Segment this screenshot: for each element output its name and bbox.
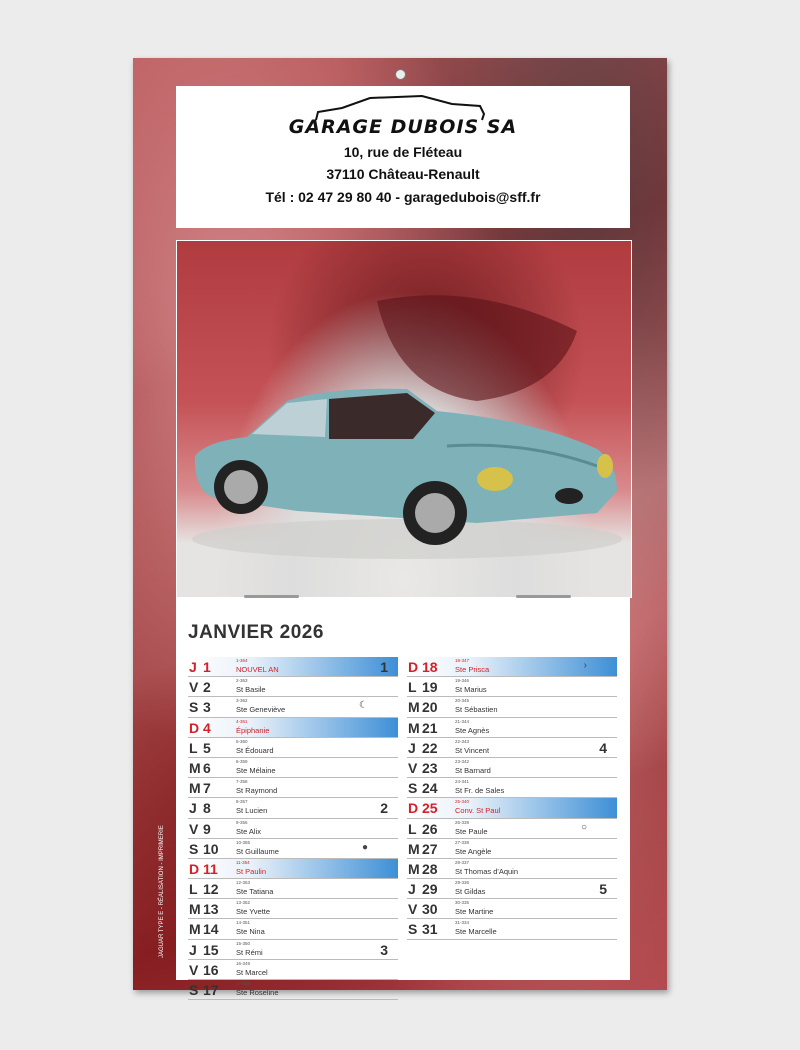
day-row xyxy=(188,798,398,818)
day-row xyxy=(188,819,398,839)
moon-phase-icon: › xyxy=(583,660,587,671)
days-column-right xyxy=(407,657,617,940)
week-number: 4 xyxy=(599,739,607,756)
saint-name: Ste Roseline xyxy=(236,988,279,997)
day-letter: V xyxy=(408,901,418,918)
day-number: 6 xyxy=(203,759,211,776)
hanging-hole xyxy=(395,69,406,80)
day-of-year: 31-334 xyxy=(455,920,470,926)
car-photo xyxy=(176,240,632,598)
day-letter: D xyxy=(408,659,419,675)
day-letter: M xyxy=(408,699,420,716)
saint-name: St Paulin xyxy=(236,866,267,876)
month-page xyxy=(176,598,630,998)
day-number: 9 xyxy=(203,820,211,837)
day-row xyxy=(407,697,617,717)
day-row xyxy=(407,879,617,899)
day-number: 25 xyxy=(422,800,438,817)
day-number: 17 xyxy=(203,982,219,998)
day-letter: S xyxy=(189,840,199,857)
day-of-year: 30-335 xyxy=(455,900,470,906)
day-number: 20 xyxy=(422,699,438,716)
saint-name: Ste Marcelle xyxy=(455,927,497,937)
day-letter: J xyxy=(408,739,416,756)
day-number: 8 xyxy=(203,800,211,817)
day-row xyxy=(407,919,617,939)
saint-name: St Thomas d'Aquin xyxy=(455,866,518,876)
day-number: 7 xyxy=(203,780,211,797)
day-of-year: 14-351 xyxy=(236,920,251,926)
day-row xyxy=(407,859,617,879)
day-of-year: 10-355 xyxy=(236,839,251,845)
day-of-year: 17-348 xyxy=(236,981,251,986)
saint-name: Ste Mélaine xyxy=(236,765,276,775)
day-of-year: 4-361 xyxy=(236,718,248,724)
saint-name: Ste Prisca xyxy=(455,665,490,674)
day-row xyxy=(407,798,617,818)
day-number: 4 xyxy=(203,719,211,736)
wall-calendar xyxy=(133,58,667,998)
day-letter: L xyxy=(408,679,417,696)
day-letter: M xyxy=(189,780,201,797)
saint-name: St Vincent xyxy=(455,745,490,755)
moon-phase-icon: ● xyxy=(361,841,368,853)
day-of-year: 8-357 xyxy=(236,799,248,805)
saint-name: St Rémi xyxy=(236,947,263,957)
day-letter: J xyxy=(189,659,197,675)
day-letter: D xyxy=(408,800,419,817)
day-of-year: 16-349 xyxy=(236,960,251,966)
day-letter: V xyxy=(408,759,418,776)
day-letter: V xyxy=(189,679,199,696)
day-letter: S xyxy=(408,921,418,938)
day-letter: L xyxy=(189,739,198,756)
week-number: 3 xyxy=(380,941,388,958)
day-row xyxy=(407,839,617,859)
day-number: 23 xyxy=(422,759,438,776)
month-title: JANVIER 2026 xyxy=(188,622,324,643)
saint-name: St Lucien xyxy=(236,806,268,816)
moon-phase-icon: ○ xyxy=(580,821,587,833)
saint-name: Conv. St Paul xyxy=(455,806,501,816)
day-number: 16 xyxy=(203,961,219,978)
day-number: 13 xyxy=(203,901,219,918)
garage-city: 37110 Château-Renault xyxy=(326,166,480,182)
day-number: 3 xyxy=(203,699,211,716)
day-letter: M xyxy=(408,860,420,877)
day-letter: M xyxy=(408,719,420,736)
day-row xyxy=(188,677,398,697)
garage-name: GARAGE DUBOIS SA xyxy=(288,116,518,138)
saint-name: St Marcel xyxy=(236,967,268,977)
day-of-year: 2-363 xyxy=(236,678,248,684)
day-of-year: 6-359 xyxy=(236,758,248,764)
day-of-year: 23-342 xyxy=(455,758,470,764)
saint-name: Ste Martine xyxy=(455,907,494,917)
page-tab xyxy=(516,595,571,598)
day-of-year: 19-346 xyxy=(455,678,470,684)
day-letter: V xyxy=(189,820,199,837)
day-number: 10 xyxy=(203,840,219,857)
day-letter: L xyxy=(408,820,417,837)
day-number: 27 xyxy=(422,840,438,857)
day-number: 5 xyxy=(203,739,211,756)
day-row xyxy=(188,657,398,677)
saint-name: Ste Agnès xyxy=(455,725,490,735)
day-row xyxy=(188,980,398,1000)
day-of-year: 25-340 xyxy=(455,799,470,805)
day-number: 30 xyxy=(422,901,438,918)
day-letter: J xyxy=(408,881,416,898)
day-letter: S xyxy=(189,699,199,716)
day-letter: M xyxy=(189,921,201,938)
day-number: 28 xyxy=(422,860,438,877)
day-letter: J xyxy=(189,800,197,817)
day-letter: M xyxy=(408,840,420,857)
day-letter: D xyxy=(189,719,200,736)
day-row xyxy=(407,758,617,778)
day-number: 29 xyxy=(422,881,438,898)
day-number: 1 xyxy=(203,659,211,675)
saint-name: Ste Paule xyxy=(455,826,488,836)
day-row xyxy=(407,738,617,758)
day-of-year: 1-364 xyxy=(236,658,248,663)
day-number: 26 xyxy=(422,820,438,837)
day-number: 21 xyxy=(422,719,438,736)
day-of-year: 24-341 xyxy=(455,779,470,785)
day-number: 31 xyxy=(422,921,438,938)
day-row xyxy=(407,657,617,677)
day-of-year: 29-336 xyxy=(455,880,470,886)
saint-name: Ste Tatiana xyxy=(236,887,274,897)
garage-contact: Tél : 02 47 29 80 40 - garagedubois@sff.fr xyxy=(265,189,541,205)
day-of-year: 18-347 xyxy=(455,658,470,663)
day-of-year: 20-345 xyxy=(455,698,470,704)
day-row xyxy=(407,819,617,839)
day-letter: M xyxy=(189,759,201,776)
day-row xyxy=(188,899,398,919)
day-of-year: 21-344 xyxy=(455,718,470,724)
day-of-year: 7-358 xyxy=(236,779,248,785)
day-row xyxy=(188,738,398,758)
day-letter: M xyxy=(189,901,201,918)
saint-name: St Sébastien xyxy=(455,705,498,715)
day-letter: J xyxy=(189,941,197,958)
saint-name: Ste Alix xyxy=(236,826,262,836)
saint-name: St Guillaume xyxy=(236,846,279,856)
saint-name: Ste Geneviève xyxy=(236,705,286,715)
day-row xyxy=(188,859,398,879)
week-number: 5 xyxy=(599,881,607,898)
day-letter: L xyxy=(189,881,198,898)
day-row xyxy=(188,839,398,859)
day-of-year: 22-343 xyxy=(455,738,470,744)
day-row xyxy=(188,778,398,798)
credits-text: JAGUAR TYPE E - RÉALISATION - IMPRIMERIE xyxy=(159,825,165,958)
day-row xyxy=(407,778,617,798)
day-row xyxy=(188,960,398,980)
saint-name: St Gildas xyxy=(455,887,486,897)
saint-name: St Raymond xyxy=(236,786,278,796)
day-row xyxy=(407,718,617,738)
day-letter: D xyxy=(189,860,200,877)
saint-name: Ste Nina xyxy=(236,927,265,937)
day-number: 18 xyxy=(422,659,438,675)
day-of-year: 5-360 xyxy=(236,738,248,744)
day-of-year: 12-353 xyxy=(236,880,251,886)
day-row xyxy=(188,758,398,778)
day-of-year: 15-350 xyxy=(236,940,251,946)
day-number: 2 xyxy=(203,679,211,696)
day-row xyxy=(188,940,398,960)
day-number: 11 xyxy=(203,860,218,877)
advertiser-header xyxy=(176,86,630,228)
garage-street: 10, rue de Fléteau xyxy=(343,144,463,160)
day-letter: S xyxy=(189,982,199,998)
day-number: 12 xyxy=(203,881,219,898)
day-row xyxy=(407,677,617,697)
day-of-year: 3-362 xyxy=(236,698,248,704)
saint-name: NOUVEL AN xyxy=(236,665,279,674)
day-of-year: 26-339 xyxy=(455,819,470,825)
saint-name: St Marius xyxy=(455,685,487,695)
day-of-year: 11-354 xyxy=(236,859,250,865)
moon-phase-icon: ☾ xyxy=(359,700,368,712)
day-row xyxy=(407,899,617,919)
day-row xyxy=(188,919,398,939)
day-row xyxy=(188,879,398,899)
day-number: 19 xyxy=(422,679,438,696)
day-of-year: 27-338 xyxy=(455,839,470,845)
day-row xyxy=(188,697,398,717)
week-number: 1 xyxy=(380,659,388,675)
page-tab xyxy=(244,595,299,598)
day-letter: S xyxy=(408,780,418,797)
saint-name: Ste Yvette xyxy=(236,907,271,917)
saint-name: St Barnard xyxy=(455,765,491,775)
day-row xyxy=(188,718,398,738)
day-number: 24 xyxy=(422,780,438,797)
saint-name: Ste Angèle xyxy=(455,846,492,856)
day-number: 14 xyxy=(203,921,219,938)
week-number: 2 xyxy=(380,800,388,817)
day-of-year: 13-352 xyxy=(236,900,251,906)
day-of-year: 9-356 xyxy=(236,819,248,825)
classic-car-image xyxy=(177,241,631,597)
days-column-left xyxy=(188,657,398,1000)
day-of-year: 28-337 xyxy=(455,859,470,865)
saint-name: St Édouard xyxy=(236,745,274,755)
day-letter: V xyxy=(189,961,199,978)
saint-name: St Fr. de Sales xyxy=(455,786,505,796)
day-number: 22 xyxy=(422,739,438,756)
day-number: 15 xyxy=(203,941,219,958)
saint-name: St Basile xyxy=(236,685,266,695)
saint-name: Épiphanie xyxy=(236,725,270,735)
